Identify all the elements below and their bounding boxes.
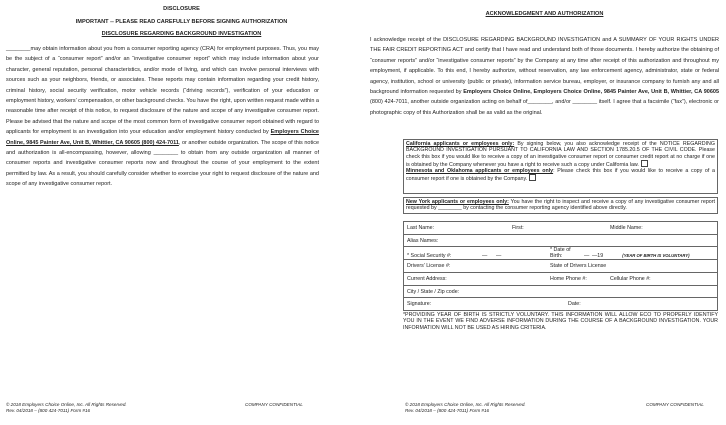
blank-line: ________ xyxy=(6,46,31,52)
important-heading: IMPORTANT -- PLEASE READ CAREFULLY BEFORE SIGNING AUTHORIZATION xyxy=(75,19,288,25)
copyright: © 2018 Employers Choice Online, Inc. All Rights Reserved. xyxy=(6,402,127,407)
home-phone-label: Home Phone #: xyxy=(550,275,587,282)
authorization-title: ACKNOWLEDGMENT AND AUTHORIZATION xyxy=(485,11,604,17)
dash: — xyxy=(584,253,590,260)
dob-year: 19 xyxy=(597,253,604,260)
authorization-text: (800) 424-7011, another outside organization acting on behalf of xyxy=(370,99,528,106)
authorization-text: I acknowledge receipt of the DISCLOSURE REGARDING BACKGROUND INVESTIGATION and A SUMMARY OF YOUR RIGHTS UNDER THE FAIR CREDIT REPORTING ACT and certify that I have read and understand both of those documents. I hereby authorize the obtaining of “consumer reports” and/or “investigative consumer reports” by the Company at any time after receipt of this authorization and throughout my employment, if applicable. To this end, I hereby authorize, without reservation, any law enforcement agency, administrator, state or federal agency, institution, school or university (public or private), information service bureau, employer, or insurance company to furnish any and all background information requested by xyxy=(370,37,719,96)
blank-line: ________ xyxy=(572,99,598,106)
dob-label: * Date of Birth: xyxy=(550,247,571,260)
city-label: City / State / Zip code: xyxy=(407,288,460,295)
california-box xyxy=(403,139,718,194)
license-label: Drivers’ License #: xyxy=(407,263,451,270)
dash: — xyxy=(482,253,488,260)
minnesota-heading: Minnesota and Oklahoma applicants or employees only xyxy=(406,168,554,175)
last-name-label: Last Name: xyxy=(407,224,435,231)
california-checkbox[interactable] xyxy=(641,160,648,167)
minnesota-text: : Please check this box if you would like to receive a copy of a consumer report if one is obtained by the Company. xyxy=(406,168,715,183)
confidential: COMPANY CONFIDENTIAL xyxy=(646,402,704,407)
new-york-text: by contacting the consumer reporting agency identified above directly. xyxy=(463,205,627,212)
ssn-label: * Social Security #: xyxy=(407,253,452,260)
disclosure-text: to obtain from any outside organization all manner of consumer reports and investigative consumer reports now and throughout the course of your employment to the extent permitted by law. As a result, you should carefully consider whether to exercise your right to request disclosure of the nature and scope of any investigative consumer report. xyxy=(6,150,320,188)
name-row xyxy=(404,222,718,235)
address-row xyxy=(404,273,718,286)
minnesota-checkbox[interactable] xyxy=(529,174,536,181)
license-row xyxy=(404,260,718,273)
cell-phone-label: Cellular Phone #: xyxy=(610,275,651,282)
dob-note: (YEAR OF BIRTH IS VOLUNTARY) xyxy=(622,253,690,259)
blank-line: ________ xyxy=(153,150,179,157)
new-york-box xyxy=(403,197,718,214)
alias-field[interactable] xyxy=(404,234,718,247)
disclosure-text: , or another outside organization. The scope of this notice and authorization is all-encompassing, however, allowing xyxy=(6,139,319,157)
middle-name-label: Middle Name: xyxy=(610,224,643,231)
disclosure-title: DISCLOSURE xyxy=(163,6,200,12)
city-field[interactable] xyxy=(404,285,718,298)
address-label: Current Address: xyxy=(407,275,447,282)
revision: Rev. 04/2018 – (800 424-7011) Form #16 xyxy=(6,408,91,413)
applicant-info-form xyxy=(403,221,718,311)
footer-left xyxy=(405,402,526,414)
authorization-body xyxy=(370,35,719,118)
new-york-heading: New York applicants or employees only: xyxy=(406,199,509,205)
disclosure-text: may obtain information about you from a consumer reporting agency (CRA) for employment purposes. Thus, you may be the subject of a “consumer report” and/or an “investigative consumer report” which may include information about your character, general reputation, personal characteristics, and/or mode of living, and which can involve personal interviews with sources such as your neighbors, friends, or associates. These reports may contain information regarding your credit history, criminal history, social security verification, motor vehicle records (“driving records”), verification of your education or employment history, workers’ compensation, or other background checks. You have the right, upon written request made within a reasonable time after receipt of this notice, to request disclosure of the nature and scope of any investigative consumer report. Please be advised that the nature and scope of the most common form of investigative consumer report obtained with regard to applicants for employment is an investigation into your education and/or employment history conducted by xyxy=(6,46,319,136)
confidential: COMPANY CONFIDENTIAL xyxy=(245,402,303,407)
date-label: Date: xyxy=(568,301,581,308)
signature-field[interactable] xyxy=(404,298,718,311)
first-name-label: First: xyxy=(512,224,524,231)
new-york-text: You have the right to inspect and receive a copy of any investigative consumer report requested by xyxy=(406,199,715,212)
alias-row xyxy=(404,234,718,247)
signature-label: Signature: xyxy=(407,301,432,308)
ssn-dob-field[interactable] xyxy=(404,247,718,260)
name-field[interactable] xyxy=(404,222,718,235)
company-info: Employers Choice Online, Employers Choice Online, 9845 Painter Ave, Unit B, Whittier, CA 90605 xyxy=(463,89,720,96)
authorization-text: , and/or xyxy=(552,99,571,106)
copyright: © 2018 Employers Choice Online, Inc. All Rights Reserved. xyxy=(405,402,526,407)
blank-line: ________ xyxy=(438,205,462,212)
disclosure-subtitle: DISCLOSURE REGARDING BACKGROUND INVESTIGATION xyxy=(101,31,262,37)
authorization-text: itself. I agree that a facsimile (“fax”), electronic or photographic copy of this Authorization shall be as valid as the original. xyxy=(370,99,720,116)
signature-row xyxy=(404,298,718,311)
california-heading: California applicants or employees only: xyxy=(406,141,515,147)
address-field[interactable] xyxy=(404,273,718,286)
blank-line: ________ xyxy=(527,99,553,106)
alias-label: Alias Names: xyxy=(407,237,439,244)
dash: — xyxy=(592,253,598,260)
footer-left xyxy=(6,402,127,414)
license-state-label: State of Drivers License xyxy=(550,263,607,270)
dash: — xyxy=(496,253,502,260)
license-field[interactable] xyxy=(404,260,718,273)
company-info: Employers Choice Online, 9845 Painter Ave, Unit B, Whittier, CA 90605 (800) 424-7011 xyxy=(6,129,319,146)
disclosure-body xyxy=(6,44,319,190)
birth-year-note: *PROVIDING YEAR OF BIRTH IS STRICTLY VOLUNTARY. THIS INFORMATION WILL ALLOW ECO TO PROPERLY IDENTIFY YOU IN THE EVENT WE FIND ADVERSE INFORMATION DURING THE COURSE OF A BACKGROUND INVESTIGATION. YOUR INFORMATION WILL NOT BE USED AS HIRING CRITERIA. xyxy=(403,312,718,331)
california-text: By signing below, you also acknowledge receipt of the NOTICE REGARDING BACKGROUND INVESTIGATION PURSUANT TO CALIFORNIA LAW AND SECTION 1785.20.5 OF THE CIVIL CODE. Please check this box if you would like to receive a copy of an investigative consumer report or consumer credit report at no charge if one is obtained by the Company whenever you have a right to receive such a copy under California law. xyxy=(406,141,715,168)
revision: Rev. 04/2018 – (800 424-7011) Form #16 xyxy=(405,408,490,413)
ssn-row xyxy=(404,247,718,260)
city-row xyxy=(404,285,718,298)
